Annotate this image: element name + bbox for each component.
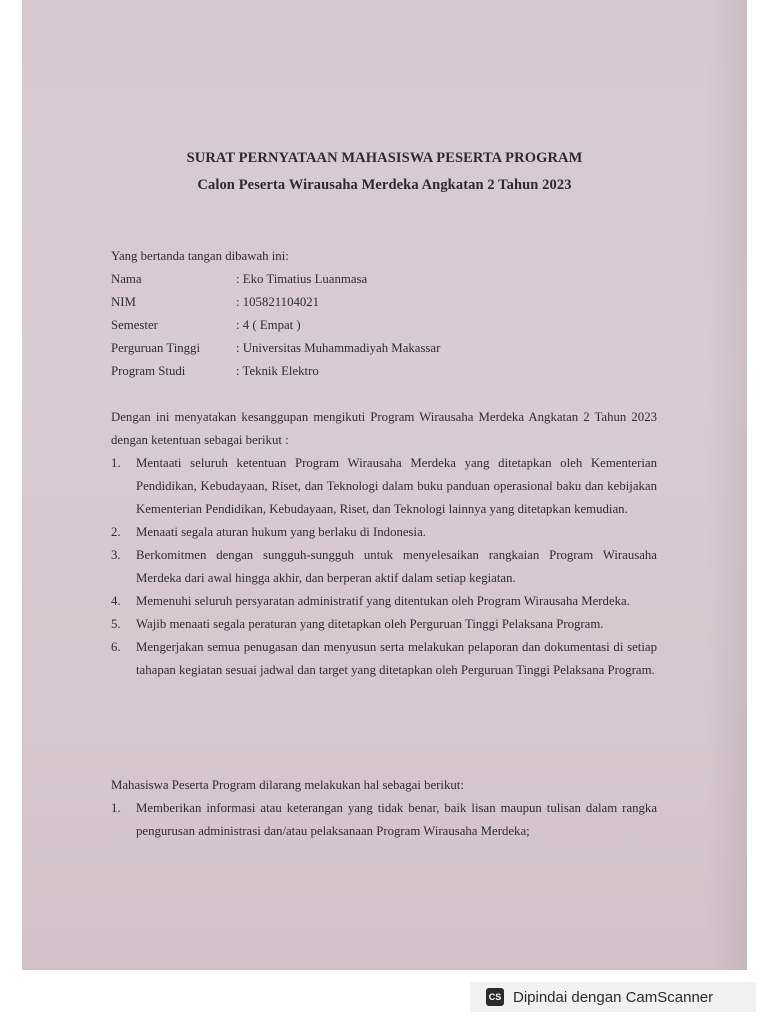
list-item (111, 544, 657, 590)
list-item-text: Mentaati seluruh ketentuan Program Wirausaha Merdeka yang ditetapkan oleh Kementerian Pendidikan, Kebudayaan, Riset, dan Teknologi dalam buku panduan operasional baku dan kebijakan Kementerian Pendidikan, Kebudayaan, Riset, dan Teknologi lainnya yang ditetapkan kemudian. (136, 456, 657, 516)
list-item (111, 613, 657, 636)
field-label-program-studi: Program Studi (111, 364, 186, 378)
field-value-semester: : 4 ( Empat ) (236, 318, 301, 332)
camscanner-logo-icon: CS (486, 988, 504, 1006)
document-title: SURAT PERNYATAAN MAHASISWA PESERTA PROGRAM (186, 150, 583, 166)
intro-text: Yang bertanda tangan dibawah ini: (111, 249, 289, 263)
field-value-nim: : 105821104021 (236, 295, 320, 309)
list-item-text: Wajib menaati segala peraturan yang ditetapkan oleh Perguruan Tinggi Pelaksana Program. (136, 617, 604, 631)
list-item-number: 6. (111, 640, 121, 654)
statement-paragraph: Dengan ini menyatakan kesanggupan mengikuti Program Wirausaha Merdeka Angkatan 2 Tahun 2023 dengan ketentuan sebagai berikut : (111, 410, 657, 447)
list-item (111, 590, 657, 613)
list-item (111, 797, 657, 843)
field-label-semester: Semester (111, 318, 158, 332)
field-value-program-studi: : Teknik Elektro (236, 364, 319, 378)
prohibitions-list (111, 797, 657, 843)
list-item-text: Menaati segala aturan hukum yang berlaku di Indonesia. (136, 525, 426, 539)
field-value-nama: : Eko Timatius Luanmasa (236, 272, 368, 286)
scanned-page (22, 0, 747, 970)
list-item-text: Berkomitmen dengan sungguh-sungguh untuk menyelesaikan rangkaian Program Wirausaha Merdeka dari awal hingga akhir, dan berperan aktif dalam setiap kegiatan. (136, 548, 657, 585)
list-item-text: Mengerjakan semua penugasan dan menyusun serta melakukan pelaporan dan dokumentasi di setiap tahapan kegiatan sesuai jadwal dan target yang ditetapkan oleh Perguruan Tinggi Pelaksana Program. (136, 640, 657, 677)
field-label-perguruan-tinggi: Perguruan Tinggi (111, 341, 201, 355)
list-item-text: Memberikan informasi atau keterangan yang tidak benar, baik lisan maupun tulisan dalam rangka pengurusan administrasi dan/atau pelaksanaan Program Wirausaha Merdeka; (136, 801, 657, 838)
list-item-number: 5. (111, 617, 121, 631)
list-item (111, 636, 657, 682)
document-subtitle: Calon Peserta Wirausaha Merdeka Angkatan 2 Tahun 2023 (197, 177, 572, 193)
list-item (111, 452, 657, 521)
list-item-number: 4. (111, 594, 121, 608)
list-item-number: 1. (111, 456, 121, 470)
list-item-number: 2. (111, 525, 121, 539)
page-edge-shadow (707, 0, 747, 970)
list-item-text: Memenuhi seluruh persyaratan administratif yang ditentukan oleh Program Wirausaha Merdeka. (136, 594, 630, 608)
camscanner-watermark (470, 982, 756, 1012)
field-label-nim: NIM (111, 295, 136, 309)
camscanner-label: Dipindai dengan CamScanner (513, 988, 714, 1006)
prohibition-intro: Mahasiswa Peserta Program dilarang melakukan hal sebagai berikut: (111, 778, 464, 792)
list-item-number: 3. (111, 548, 121, 562)
obligations-list (111, 452, 657, 682)
field-label-nama: Nama (111, 272, 142, 286)
field-value-perguruan-tinggi: : Universitas Muhammadiyah Makassar (236, 341, 441, 355)
list-item-number: 1. (111, 801, 121, 815)
list-item (111, 521, 657, 544)
